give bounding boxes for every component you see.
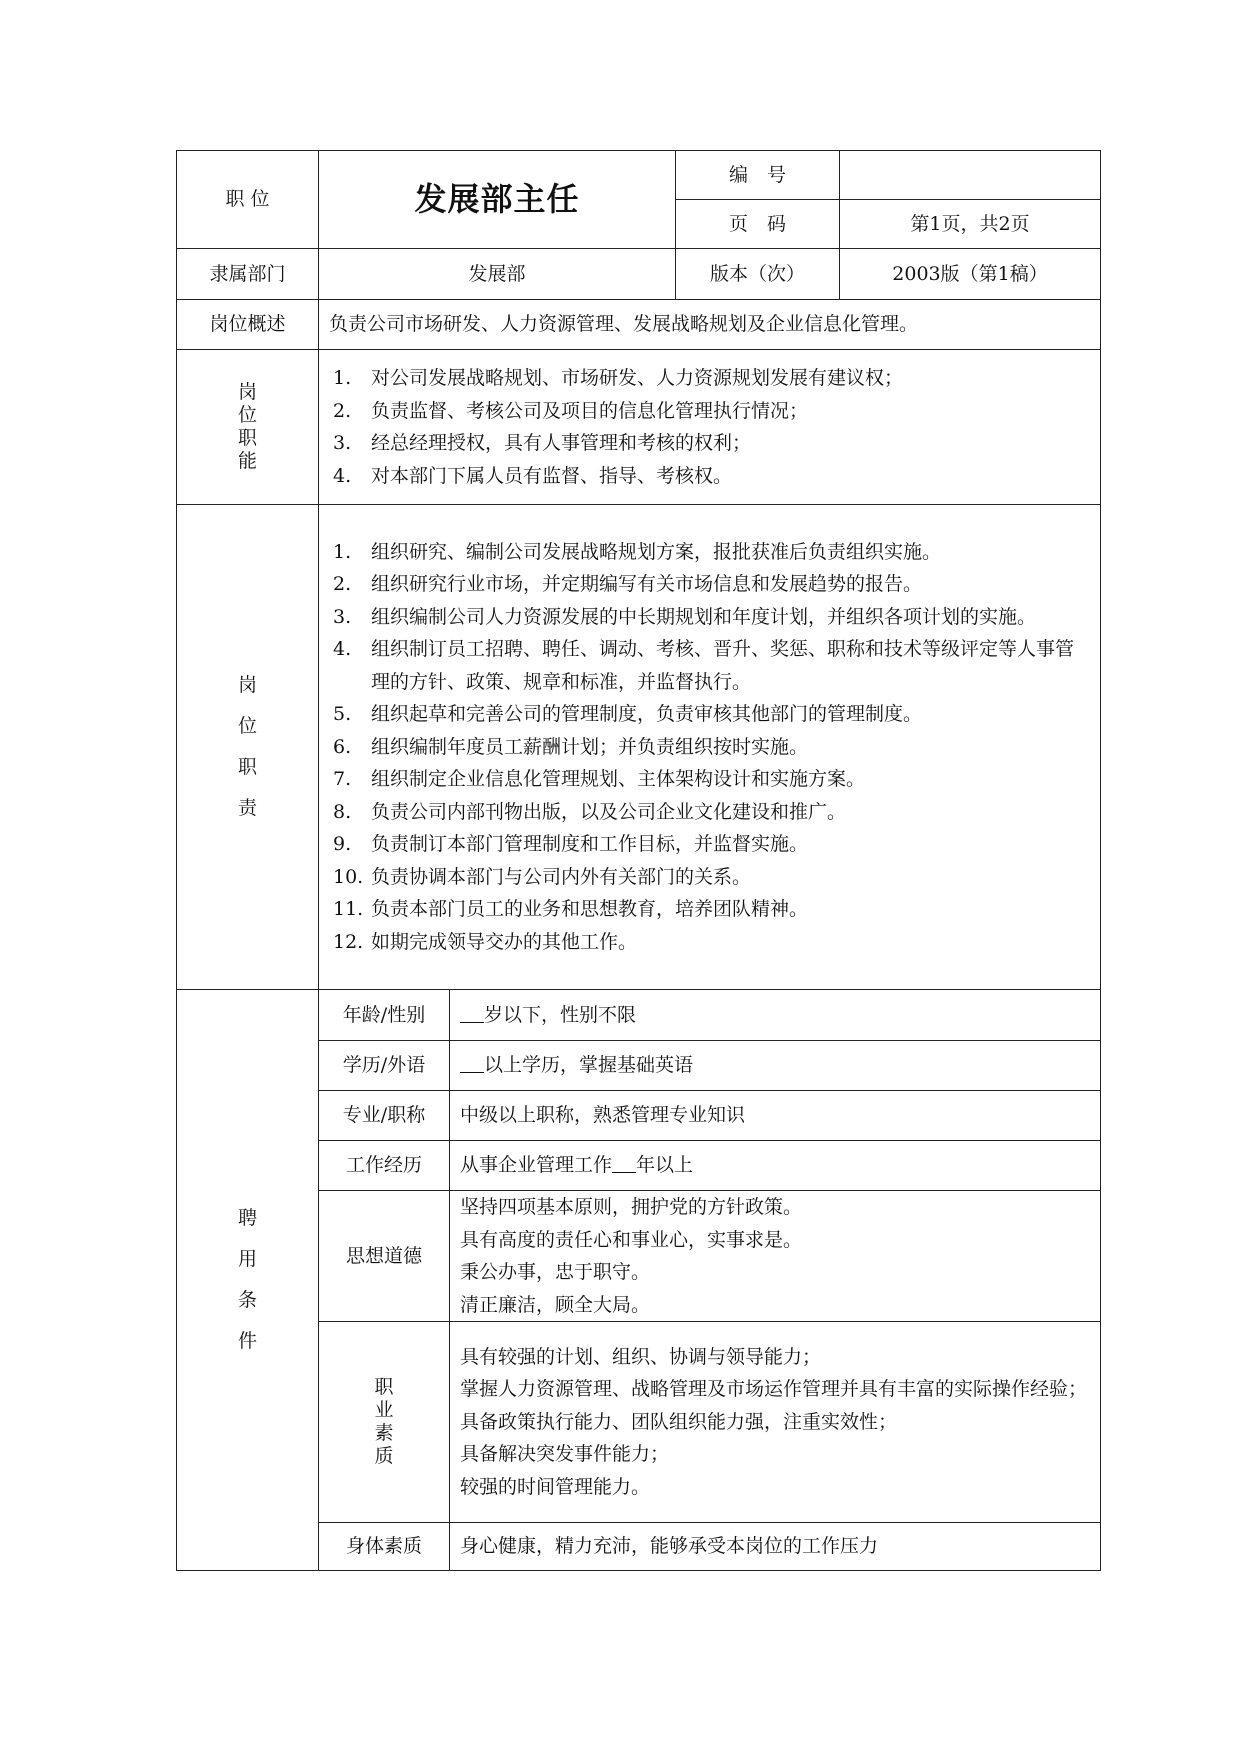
overview-text: 负责公司市场研发、人力资源管理、发展战略规划及企业信息化管理。 bbox=[319, 300, 1101, 350]
list-item: 5. 组织起草和完善公司的管理制度，负责审核其他部门的管理制度。 bbox=[333, 703, 923, 726]
code-label: 编 号 bbox=[676, 151, 840, 200]
blank-underline bbox=[460, 1054, 484, 1073]
job-description-table bbox=[176, 150, 1101, 1571]
list-item: 7. 组织制定企业信息化管理规划、主体架构设计和实施方案。 bbox=[333, 768, 866, 791]
education-label: 学历/外语 bbox=[319, 1041, 450, 1091]
list-item: 3. 经总经理授权，具有人事管理和考核的权利； bbox=[333, 432, 752, 454]
physical-label: 身体素质 bbox=[319, 1523, 450, 1571]
list-item: 9. 负责制订本部门管理制度和工作目标，并监督实施。 bbox=[333, 833, 809, 856]
position-title: 发展部主任 bbox=[319, 151, 676, 249]
duties-list-cell bbox=[319, 505, 1101, 990]
page-label: 页 码 bbox=[676, 200, 840, 249]
functions-label: 岗 位 职 能 bbox=[177, 350, 319, 505]
age-label: 年龄/性别 bbox=[319, 990, 450, 1041]
dept-label: 隶属部门 bbox=[177, 249, 319, 300]
dept-value: 发展部 bbox=[319, 249, 676, 300]
list-item: 1. 对公司发展战略规划、市场研发、人力资源规划发展有建议权； bbox=[333, 367, 904, 389]
quality-label: 职 业 素 质 bbox=[319, 1322, 450, 1523]
overview-label: 岗位概述 bbox=[177, 300, 319, 350]
blank-underline bbox=[460, 1004, 484, 1023]
page-value: 第1页，共2页 bbox=[840, 200, 1101, 249]
version-value: 2003版（第1稿） bbox=[840, 249, 1101, 300]
position-label: 职 位 bbox=[177, 151, 319, 249]
hiring-label: 聘 用 条 件 bbox=[177, 990, 319, 1571]
experience-label: 工作经历 bbox=[319, 1141, 450, 1191]
experience-value: 从事企业管理工作 年以上 bbox=[450, 1141, 1101, 1191]
list-item: 2. 组织研究行业市场，并定期编写有关市场信息和发展趋势的报告。 bbox=[333, 573, 923, 596]
physical-value: 身心健康，精力充沛，能够承受本岗位的工作压力 bbox=[450, 1523, 1101, 1571]
age-value: 岁以下，性别不限 bbox=[450, 990, 1101, 1041]
list-item: 1. 组织研究、编制公司发展战略规划方案，报批获准后负责组织实施。 bbox=[333, 540, 942, 563]
moral-label: 思想道德 bbox=[319, 1191, 450, 1322]
duties-label: 岗 位 职 责 bbox=[177, 505, 319, 990]
list-item: 4. 组织制订员工招聘、聘任、调动、考核、晋升、奖惩、职称和技术等级评定等人事管理的方针、政策、规章和标准，并监督执行。 bbox=[333, 638, 1075, 693]
quality-value: 具有较强的计划、组织、协调与领导能力； 掌握人力资源管理、战略管理及市场运作管理并具有丰富的实际操作经验； 具备政策执行能力、团队组织能力强，注重实效性； 具备解决突发事件能力； 较强的时间管理能力。 bbox=[450, 1322, 1101, 1523]
list-item: 4. 对本部门下属人员有监督、指导、考核权。 bbox=[333, 464, 733, 487]
title-value: 中级以上职称，熟悉管理专业知识 bbox=[450, 1091, 1101, 1141]
code-value bbox=[840, 151, 1101, 200]
list-item: 2. 负责监督、考核公司及项目的信息化管理执行情况； bbox=[333, 399, 809, 422]
list-item: 10. 负责协调本部门与公司内外有关部门的关系。 bbox=[333, 865, 752, 888]
moral-value: 坚持四项基本原则，拥护党的方针政策。 具有高度的责任心和事业心，实事求是。 秉公办事，忠于职守。 清正廉洁，顾全大局。 bbox=[450, 1191, 1101, 1322]
list-item: 11. 负责本部门员工的业务和思想教育，培养团队精神。 bbox=[333, 898, 809, 921]
list-item: 12. 如期完成领导交办的其他工作。 bbox=[333, 930, 638, 953]
list-item: 3. 组织编制公司人力资源发展的中长期规划和年度计划，并组织各项计划的实施。 bbox=[333, 605, 1037, 628]
blank-underline bbox=[612, 1154, 636, 1173]
list-item: 6. 组织编制年度员工薪酬计划；并负责组织按时实施。 bbox=[333, 735, 809, 758]
list-item: 8. 负责公司内部刊物出版，以及公司企业文化建设和推广。 bbox=[333, 800, 847, 823]
version-label: 版本（次） bbox=[676, 249, 840, 300]
duties-list bbox=[333, 536, 1088, 959]
functions-list-cell bbox=[319, 350, 1101, 505]
title-label: 专业/职称 bbox=[319, 1091, 450, 1141]
education-value: 以上学历，掌握基础英语 bbox=[450, 1041, 1101, 1091]
functions-list bbox=[333, 362, 1090, 492]
